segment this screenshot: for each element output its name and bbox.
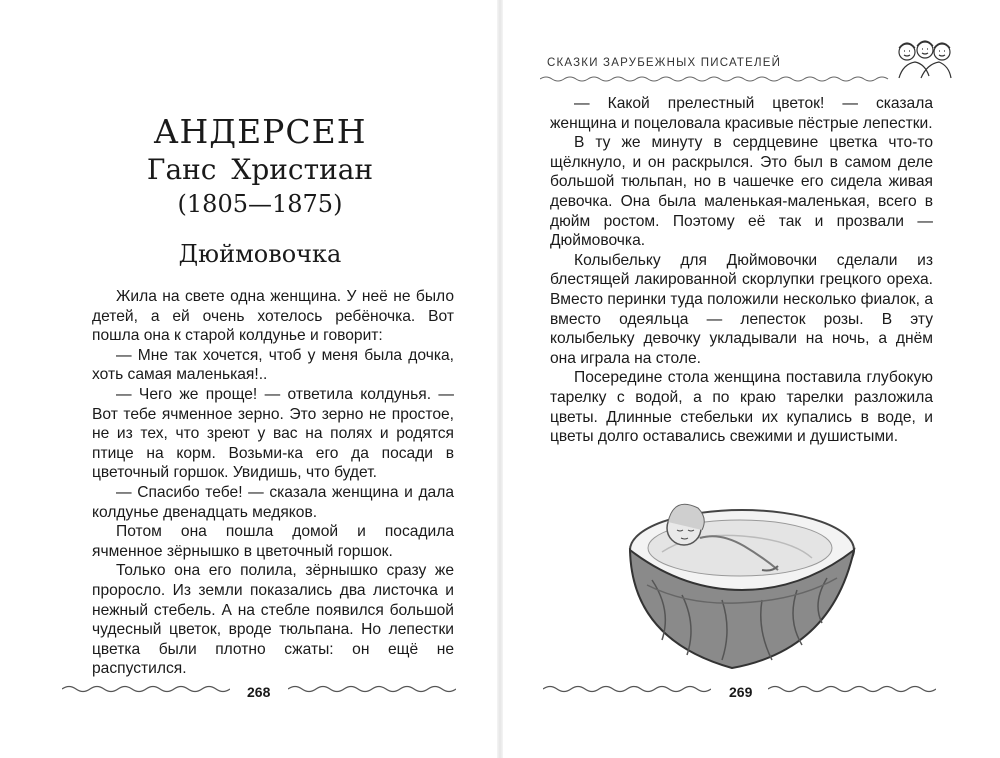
running-head: СКАЗКИ ЗАРУБЕЖНЫХ ПИСАТЕЛЕЙ xyxy=(547,57,782,69)
author-surname: АНДЕРСЕН xyxy=(153,112,367,151)
children-faces-icon xyxy=(895,38,955,84)
footer-wave-ornament xyxy=(288,683,456,695)
paragraph: — Какой прелестный цветок! — сказала женщина и поцеловала красивые пёстрые лепестки. xyxy=(550,95,933,132)
footer-wave-ornament xyxy=(543,683,711,695)
paragraph: Жила на свете одна женщина. У неё не было детей, а ей очень хотелось ребёночка. Вот пошла она к старой колдунье и говорит: xyxy=(92,288,454,345)
left-body-text xyxy=(92,287,454,679)
paragraph: — Спасибо тебе! — сказала женщина и дала колдунье двенадцать медяков. xyxy=(92,483,454,521)
author-years: (1805—1875) xyxy=(177,190,343,218)
story-title: Дюймовочка xyxy=(178,240,342,268)
right-body-text xyxy=(550,94,933,447)
paragraph: Колыбельку для Дюймовочки сделали из блестящей лакированной скорлупки грецкого ореха. Вместо перинки туда положили несколько фиалок, а вместо одеяльца — лепесток розы. В эту колыбельку девочку укладывали на ночь, а днём она играла на столе. xyxy=(550,251,933,367)
footer-wave-ornament xyxy=(62,683,230,695)
paragraph: Только она его полила, зёрнышко сразу же проросло. Из земли показались два листочка и нежный стебель. А на стебле появился большой чудесный цветок, вроде тюльпана. Но лепестки цветка были плотно сжаты: он ещё не распустился. xyxy=(92,562,454,678)
walnut-cradle-illustration xyxy=(622,490,862,680)
paragraph: Посередине стола женщина поставила глубокую тарелку с водой, а по краю тарелки разложила цветы. Длинные стебельки их купались в воде, и цветы долго оставались свежими и душистыми. xyxy=(550,369,933,446)
page-number: 268 xyxy=(247,684,271,700)
paragraph: — Чего же проще! — ответила колдунья. — Вот тебе ячменное зерно. Это зерно не простое, не из тех, что зреют у вас на полях и родятся птице на корм. Возьми-ка его да посади в цветочный горшок. Увидишь, что будет. xyxy=(92,385,454,482)
paragraph: В ту же минуту в сердцевине цветка что-то щёлкнуло, и он раскрылся. Это был в самом деле большой тюльпан, но в чашечке его сидела живая девочка. Она была маленькая-маленькая, всего в дюйм ростом. Поэтому её так и прозвали — Дюймовочка. xyxy=(550,134,933,250)
page-number: 269 xyxy=(729,684,753,700)
footer-wave-ornament xyxy=(768,683,936,695)
paragraph: Потом она пошла домой и посадила ячменное зёрнышко в цветочный горшок. xyxy=(92,523,454,560)
author-given-name: Ганс Христиан xyxy=(146,153,374,186)
header-wave-rule xyxy=(540,74,895,84)
paragraph: — Мне так хочется, чтоб у меня была дочка, хоть самая маленькая!.. xyxy=(92,346,454,384)
